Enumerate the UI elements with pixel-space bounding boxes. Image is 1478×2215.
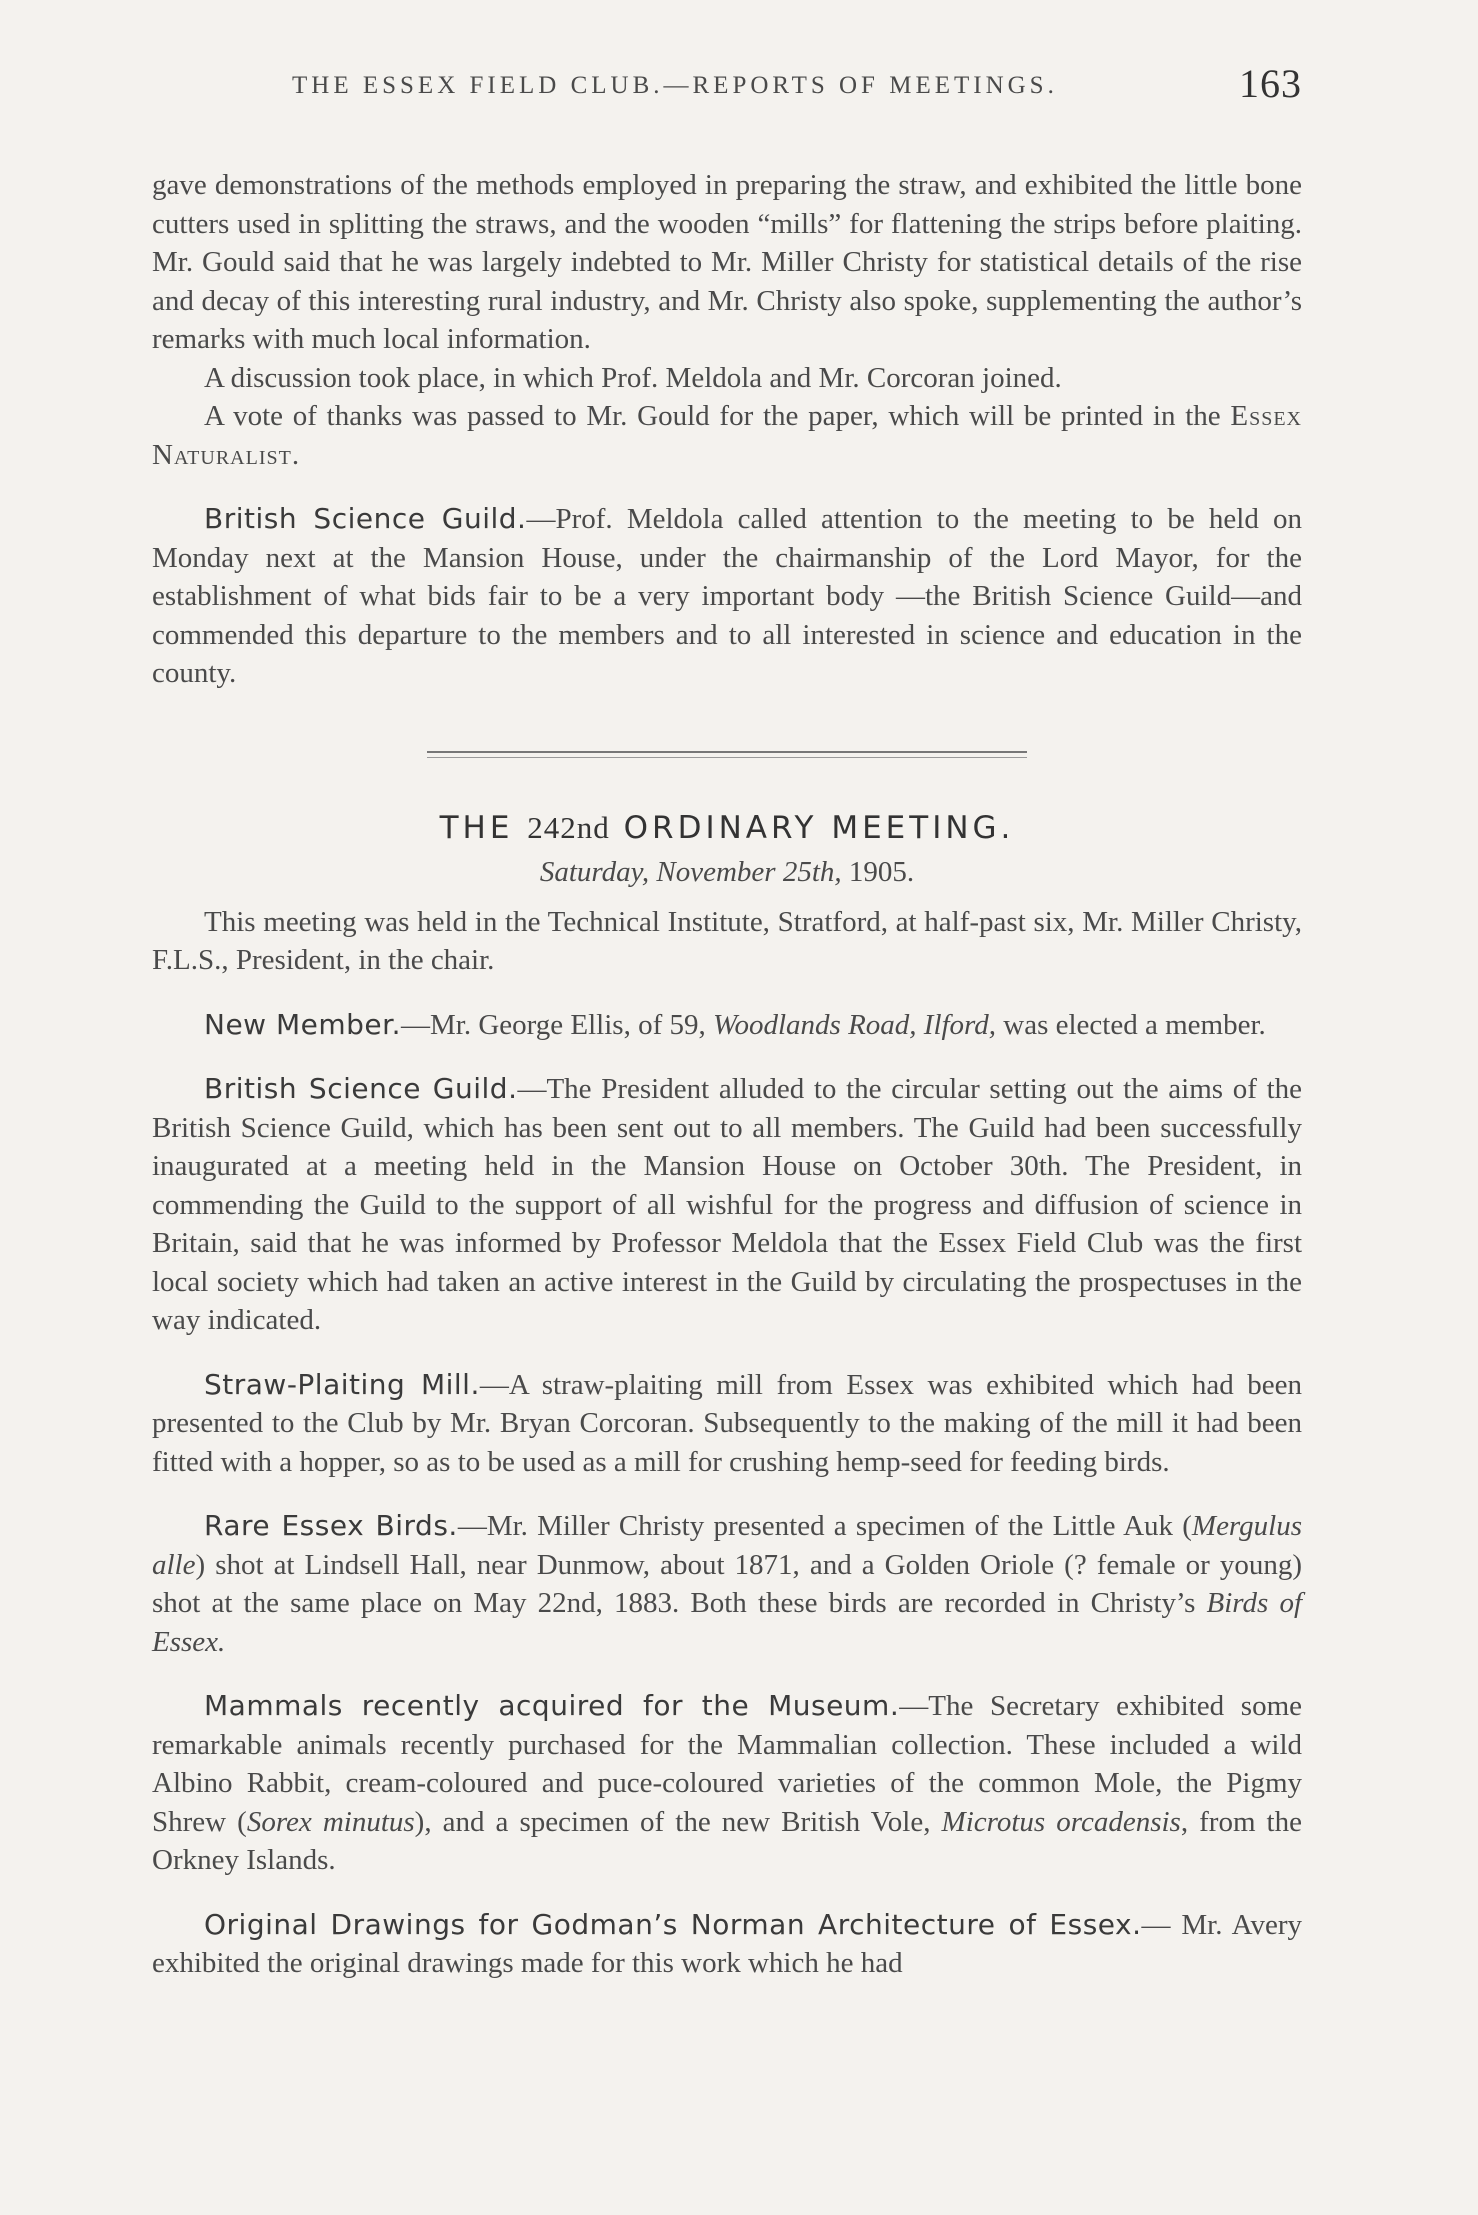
paragraph-rare-essex-birds: [152, 1507, 1302, 1661]
paragraph-vote-of-thanks: [152, 397, 1302, 474]
paragraph-text: ) shot at Lindsell Hall, near Dunmow, about 1871, and a Golden Oriole (? female or young) shot at the same place on May 22nd, 1883. Both these birds are recorded in Christy’s: [152, 1548, 1302, 1619]
species-italic: Mergulus alle: [152, 1510, 1302, 1581]
paragraph-text: —Prof. Meldola called attention to the meeting to be held on Monday next at the Mansion House, under the chairmanship of the Lord Mayor, for the establishment of what bids fair to be a very important body —the British Science Guild—and commended this departure to the members and to all interested in science and education in the county.: [152, 503, 1303, 689]
paragraph-text: —Mr. George Ellis, of 59,: [400, 1008, 713, 1041]
meeting-date-italic: Saturday, November 25th,: [539, 855, 842, 888]
section-heading: New Member.: [204, 1007, 401, 1041]
vote-text: A vote of thanks was passed to Mr. Gould for the paper, which will be printed in the: [204, 400, 1231, 432]
paragraph-british-science-guild-1: [152, 500, 1302, 693]
running-head-title: THE ESSEX FIELD CLUB.—REPORTS OF MEETINGS.: [292, 72, 1058, 99]
meeting-title-post: ORDINARY MEETING.: [623, 809, 1015, 846]
paragraph-text: was elected a member.: [996, 1008, 1266, 1041]
book-title-italic: Birds of Essex.: [152, 1587, 1302, 1658]
paragraph-text: ), and a specimen of the new British Vole,: [414, 1805, 942, 1838]
page-number: 163: [1239, 61, 1302, 106]
paragraph-original-drawings: [152, 1906, 1302, 1983]
paragraph-text: —Mr. Miller Christy presented a specimen of the Little Auk (: [457, 1510, 1192, 1542]
paragraph-text: —A straw-plaiting mill from Essex was exhibited which had been presented to the Club by Mr. Bryan Corcoran. Subsequently to the making of the mill it had been fitted with a hopper, so as to be used as a mill for crushing hemp-seed for feeding birds.: [152, 1368, 1302, 1478]
address-italic: Woodlands Road, Ilford,: [712, 1008, 997, 1041]
section-heading: British Science Guild.: [204, 1072, 518, 1105]
paragraph-british-science-guild-2: [152, 1070, 1302, 1340]
paragraph-discussion: A discussion took place, in which Prof. Meldola and Mr. Corcoran joined.: [204, 361, 1062, 394]
paragraph-straw-plaiting-mill: [152, 1366, 1302, 1482]
section-divider: [427, 751, 1027, 758]
page: [152, 60, 1302, 1983]
paragraph-demonstrations: gave demonstrations of the methods employed in preparing the straw, and exhibited the little bone cutters used in splitting the straws, and the wooden “mills” for flattening the strips before plaiting. Mr. Gould said that he was largely indebted to Mr. Miller Christy for statistical details of the rise and decay of this interesting rural industry, and Mr. Christy also spoke, supplementing the author’s remarks with much local information.: [152, 169, 1302, 355]
paragraph-meeting-intro: This meeting was held in the Technical Institute, Stratford, at half-past six, Mr. Miller Christy, F.L.S., President, in the chair.: [152, 905, 1302, 976]
species-italic: Microtus orcadensis: [941, 1805, 1181, 1838]
paragraph-mammals: [152, 1687, 1302, 1880]
paragraph-text: , from the Orkney Islands.: [152, 1805, 1302, 1876]
meeting-year: 1905.: [848, 855, 915, 888]
section-heading: Straw-Plaiting Mill.: [204, 1367, 480, 1401]
section-heading: Mammals recently acquired for the Museum.: [204, 1689, 900, 1722]
section-heading: British Science Guild.: [204, 502, 527, 535]
journal-name: Essex Naturalist.: [152, 400, 1302, 471]
species-italic: Sorex minutus: [246, 1805, 415, 1838]
running-head: [152, 60, 1302, 116]
paragraph-text: —The President alluded to the circular setting out the aims of the British Science Guild, which has been sent out to all members. The Guild had been successfully inaugurated at a meeting held in the Mansion House on October 30th. The President, in commending the Guild to the support of all wishful for the progress and diffusion of science in Britain, said that he was informed by Professor Meldola that the Essex Field Club was the first local society which had taken an active interest in the Guild by circulating the prospectuses in the way indicated.: [152, 1073, 1302, 1336]
continued-section: [152, 166, 1302, 693]
paragraph-new-member: [152, 1006, 1302, 1045]
section-heading: Original Drawings for Godman’s Norman Architecture of Essex.: [204, 1907, 1142, 1941]
paragraph-text: —The Secretary exhibited some remarkable animals recently purchased for the Mammalian collection. These included a wild Albino Rabbit, cream-coloured and puce-coloured varieties of the common Mole, the Pigmy Shrew (: [152, 1690, 1302, 1838]
paragraph-text: — Mr. Avery exhibited the original drawings made for this work which he had: [152, 1908, 1302, 1979]
section-heading: Rare Essex Birds.: [204, 1509, 458, 1542]
meeting-title: [152, 810, 1302, 846]
meeting-number: 242nd: [527, 809, 610, 845]
meeting-title-pre: THE: [439, 809, 514, 846]
meeting-date: [152, 856, 1302, 889]
